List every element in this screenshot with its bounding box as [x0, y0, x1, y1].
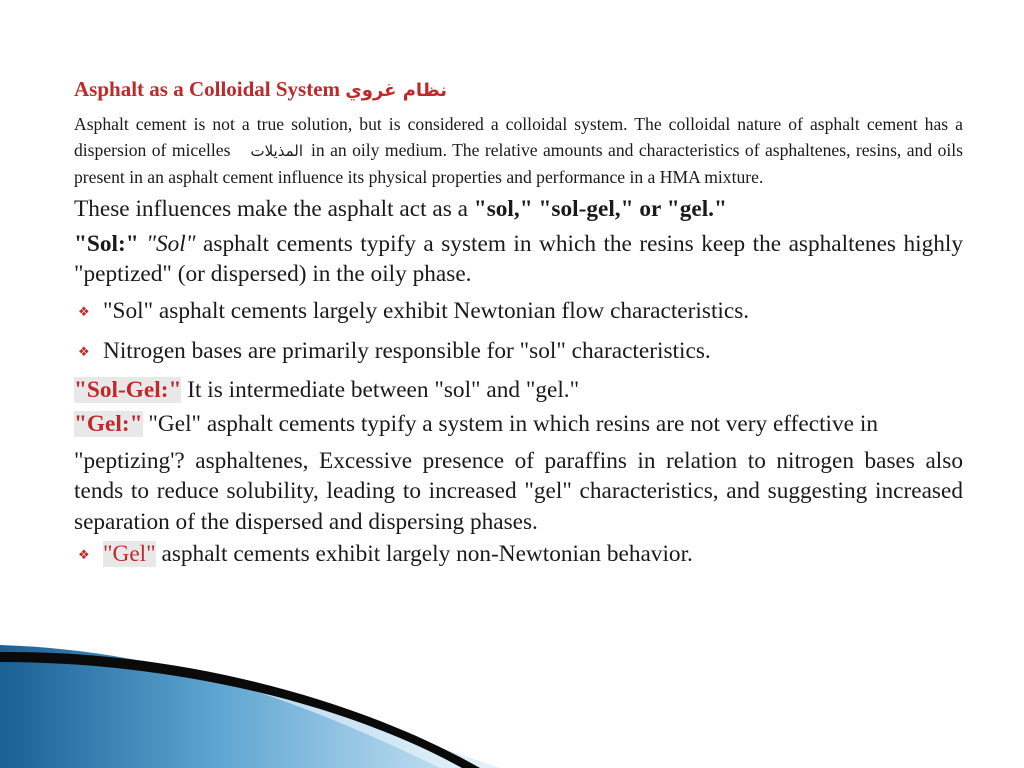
- gel-bullet-text: asphalt cements exhibit largely non-Newtonian behavior.: [161, 541, 693, 567]
- sol-bullet-1-text: "Sol" asphalt cements largely exhibit Newtonian flow characteristics.: [103, 297, 750, 324]
- sol-label: "Sol:": [74, 230, 139, 257]
- slide-title: [74, 76, 963, 104]
- diamond-bullet-icon: ❖: [78, 345, 90, 360]
- influences-text: These influences make the asphalt act as a: [74, 196, 468, 222]
- solgel-label: "Sol-Gel:": [74, 376, 182, 403]
- diamond-bullet-icon: ❖: [78, 304, 90, 320]
- gel-text: "Gel" asphalt cements typify a system in which resins are not very effective in: [148, 411, 878, 437]
- intro-paragraph: [74, 111, 963, 190]
- sol-bullet-2: [74, 336, 963, 371]
- intro-arabic-term: المذيلات: [250, 142, 303, 160]
- intro-text-before: Asphalt cement is not a true solution, but is considered a colloidal system. The colloidal nature of asphalt cement has a dispersion of micelles: [74, 114, 963, 160]
- gel-label: "Gel:": [74, 411, 143, 437]
- gel-paragraph: [74, 409, 963, 440]
- title-english: Asphalt as a Colloidal System: [74, 77, 341, 101]
- influences-bold: "sol," "sol-gel," or "gel.": [473, 196, 727, 222]
- sol-text: asphalt cements typify a system in which the resins keep the asphaltenes highly "peptized" (or dispersed) in the oily phase.: [74, 230, 963, 287]
- sol-bullet-2-text: Nitrogen bases are primarily responsible for "sol" characteristics.: [103, 338, 711, 364]
- solgel-paragraph: [74, 375, 963, 406]
- sol-paragraph: [74, 229, 963, 290]
- gel-bullet-label: "Gel": [103, 541, 156, 567]
- intro-text-after: in an oily medium. The relative amounts and characteristics of asphaltenes, resins, and oils present in an asphalt cement influence its physical properties and performance in a HMA mixture.: [74, 140, 963, 187]
- gel-text-2: "peptizing'? asphaltenes, Excessive presence of paraffins in relation to nitrogen bases also tends to reduce solubility, leading to increased "gel" characteristics, and suggesting increased separation of the dispersed and dispersing phases.: [74, 447, 963, 535]
- influences-paragraph: [74, 194, 963, 225]
- sol-italic: "Sol": [146, 230, 196, 257]
- sol-bullet-1: [74, 296, 963, 331]
- slide-content: [74, 76, 963, 574]
- gel-paragraph-2: [74, 446, 963, 538]
- diamond-bullet-icon: ❖: [78, 548, 90, 563]
- solgel-text: It is intermediate between "sol" and "gel.": [187, 376, 580, 403]
- title-arabic: نظام غروي: [345, 80, 447, 101]
- gel-bullet: [74, 539, 963, 574]
